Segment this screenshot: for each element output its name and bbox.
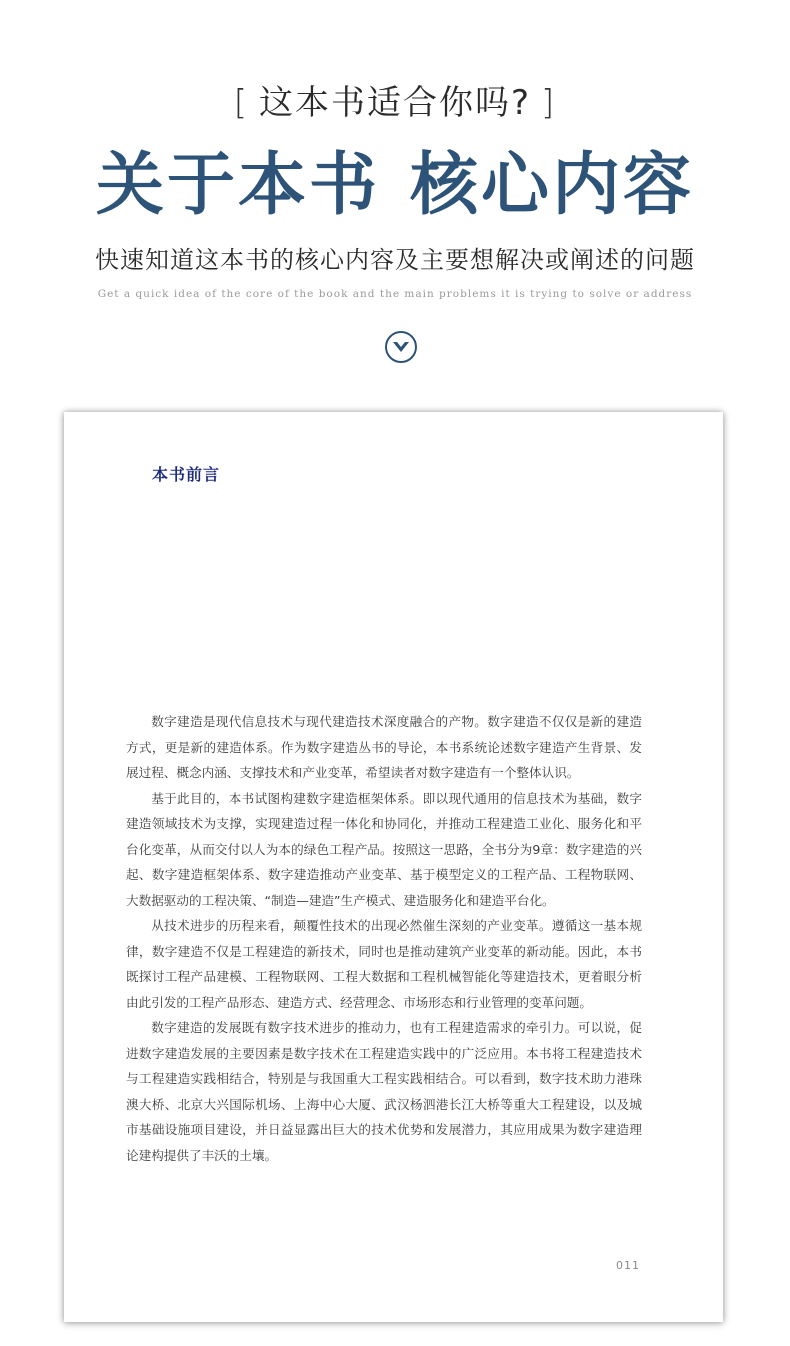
preface-heading: 本书前言	[152, 465, 221, 484]
left-bracket: [	[233, 83, 249, 123]
question-text: 这本书适合你吗?	[258, 83, 532, 123]
main-title-part2: 核心内容	[410, 145, 695, 225]
paragraph: 基于此目的，本书试图构建数字建造框架体系。即以现代通用的信息技术为基础，数字建造领域技术为支撑，实现建造过程一体化和协同化，并推动工程建造工业化、服务化和平台化变革，从而交付以人为本的绿色工程产品。按照这一思路，全书分为9章：数字建造的兴起、数字建造框架体系、数字建造推动产业变革、基于模型定义的工程产品、工程物联网、大数据驱动的工程决策、“制造—建造”生产模式、建造服务化和建造平台化。	[126, 790, 642, 908]
chevron-down-circle-icon[interactable]	[384, 330, 418, 364]
main-title	[0, 140, 790, 230]
paragraph: 数字建造是现代信息技术与现代建造技术深度融合的产物。数字建造不仅仅是新的建造方式，更是新的建造体系。作为数字建造丛书的导论，本书系统论述数字建造产生背景、发展过程、概念内涵、支撑技术和产业变革，希望读者对数字建造有一个整体认识。	[126, 714, 642, 780]
subtitle-chinese: 快速知道这本书的核心内容及主要想解决或阐述的问题	[95, 246, 695, 274]
question-heading	[0, 78, 790, 128]
book-page	[64, 412, 723, 1322]
paragraph: 从技术进步的历程来看，颠覆性技术的出现必然催生深刻的产业变革。遵循这一基本规律，数字建造不仅是工程建造的新技术，同时也是推动建筑产业变革的新动能。因此，本书既探讨工程产品建模、工程物联网、工程大数据和工程机械智能化等建造技术，更着眼分析由此引发的工程产品形态、建造方式、经营理念、市场形态和行业管理的变革问题。	[126, 918, 642, 1010]
paragraph: 数字建造的发展既有数字技术进步的推动力，也有工程建造需求的牵引力。可以说，促进数字建造发展的主要因素是数字技术在工程建造实践中的广泛应用。本书将工程建造技术与工程建造实践相结合，特别是与我国重大工程实践相结合。可以看到，数字技术助力港珠澳大桥、北京大兴国际机场、上海中心大厦、武汉杨泗港长江大桥等重大工程建设，以及城市基础设施项目建设，并日益显露出巨大的技术优势和发展潜力，其应用成果为数字建造理论建构提供了丰沃的土壤。	[126, 1020, 642, 1163]
page-number: 011	[616, 1259, 640, 1272]
right-bracket: ]	[541, 83, 557, 123]
intro-header	[0, 0, 790, 400]
subtitle-english: Get a quick idea of the core of the book and the main problems it is trying to solve or address	[97, 288, 693, 300]
preface-body	[126, 709, 642, 1168]
main-title-part1: 关于本书	[95, 145, 380, 225]
